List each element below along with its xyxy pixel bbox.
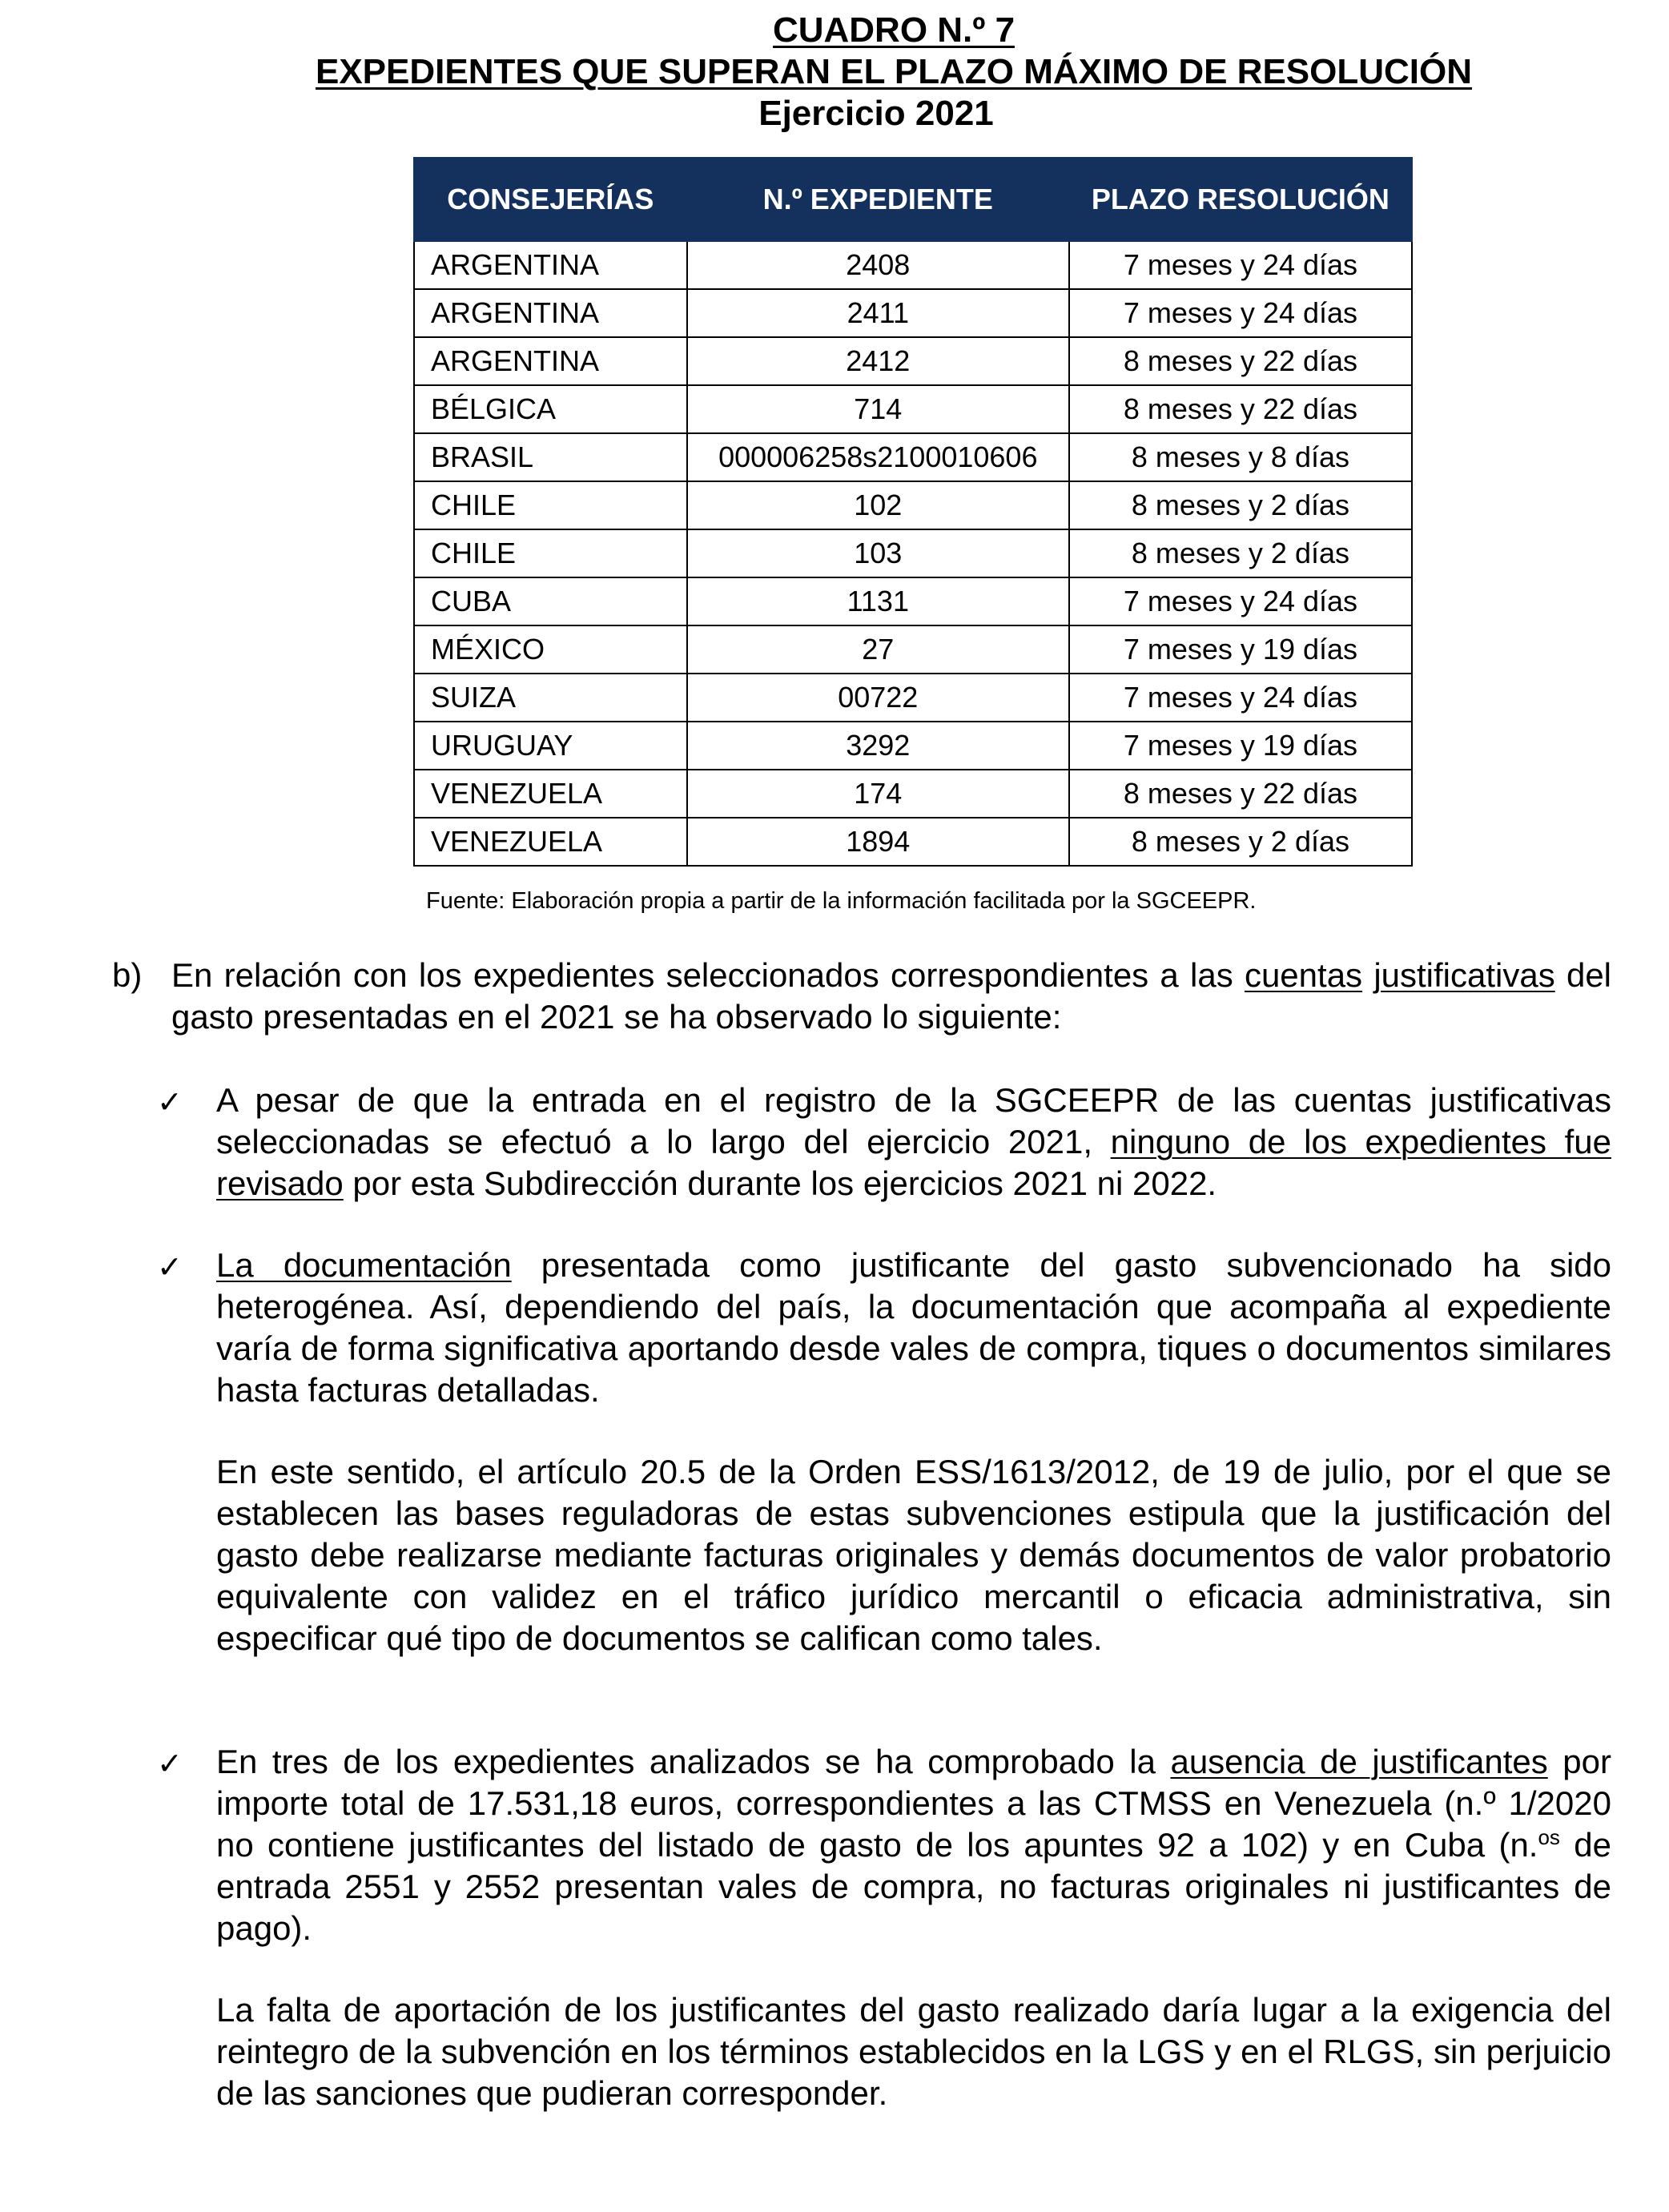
cell-plazo: 8 meses y 22 días [1069,770,1412,818]
table-row [414,770,1412,818]
cell-expediente: 103 [687,529,1069,577]
table-header-row [414,158,1412,241]
table-row [414,818,1412,866]
table-title: EXPEDIENTES QUE SUPERAN EL PLAZO MÁXIMO DE RESOLUCIÓN [315,52,1473,91]
section-b-intro: En relación con los expedientes seleccionados correspondientes a las cuentas justificativas del gasto presentadas en el 2021 se ha observado lo siguiente: [171,956,1612,1036]
table-row [414,529,1412,577]
table-row [414,481,1412,529]
bullet-3-text: En tres de los expedientes analizados se ha comprobado la ausencia de justificantes por importe total de 17.531,18 euros, correspondientes a las CTMSS en Venezuela (n.º 1/2020 no contiene justificantes del listado de gasto de los apuntes 92 a 102) y en Cuba (n.$^{os}$ de entrada 2551 y 2552 presentan vales de compra, no facturas originales ni justificantes de pago). [216,1743,1611,1947]
table-row [414,241,1412,289]
table-row [414,385,1412,433]
cell-plazo: 8 meses y 2 días [1069,529,1412,577]
table-row [414,625,1412,674]
header-consejerias: CONSEJERÍAS [414,158,687,241]
cell-expediente: 2408 [687,241,1069,289]
cell-expediente: 00722 [687,674,1069,722]
cell-plazo: 7 meses y 19 días [1069,722,1412,770]
cell-consejeria: URUGUAY [414,722,687,770]
cell-consejeria: BÉLGICA [414,385,687,433]
bullet-3-paragraph-2: La falta de aportación de los justificantes del gasto realizado daría lugar a la exigencia del reintegro de la subvención en los términos establecidos en la LGS y en el RLGS, sin perjuicio de las sanciones que pudieran corresponder. [216,1991,1611,2112]
table-source-note: Fuente: Elaboración propia a partir de la información facilitada por la SGCEEPR. [426,888,1257,914]
cell-plazo: 8 meses y 22 días [1069,337,1412,385]
cell-expediente: 174 [687,770,1069,818]
cell-expediente: 2412 [687,337,1069,385]
cell-plazo: 8 meses y 8 días [1069,433,1412,481]
table-row [414,289,1412,337]
cell-consejeria: BRASIL [414,433,687,481]
cell-expediente: 27 [687,625,1069,674]
cell-expediente: 1131 [687,577,1069,625]
cell-plazo: 7 meses y 24 días [1069,577,1412,625]
table-row [414,337,1412,385]
superscript-os: os [1538,1825,1560,1849]
cell-plazo: 7 meses y 24 días [1069,674,1412,722]
cell-consejeria: SUIZA [414,674,687,722]
bullet-1-text: A pesar de que la entrada en el registro de la SGCEEPR de las cuentas justificativas seleccionadas se efectuó a lo largo del ejercicio 2021, ninguno de los expedientes fue revisado por esta Subdirección durante los ejercicios 2021 ni 2022. [216,1081,1611,1202]
table-row [414,722,1412,770]
checkmark-icon: ✓ [157,1249,183,1285]
bullet-2-paragraph-2: En este sentido, el artículo 20.5 de la Orden ESS/1613/2012, de 19 de julio, por el que se establecen las bases reguladoras de estas subvenciones estipula que la justificación del gasto debe realizarse mediante facturas originales y demás documentos de valor probatorio equivalente con validez en el tráfico jurídico mercantil o eficacia administrativa, sin especificar qué tipo de documentos se califican como tales. [216,1453,1611,1657]
cell-consejeria: ARGENTINA [414,241,687,289]
cell-expediente: 1894 [687,818,1069,866]
cell-plazo: 7 meses y 24 días [1069,241,1412,289]
cell-expediente: 3292 [687,722,1069,770]
cell-consejeria: MÉXICO [414,625,687,674]
cell-consejeria: CHILE [414,529,687,577]
cuadro-label: CUADRO N.º 7 [772,10,1015,50]
cell-plazo: 8 meses y 2 días [1069,818,1412,866]
cell-consejeria: VENEZUELA [414,770,687,818]
cell-plazo: 7 meses y 19 días [1069,625,1412,674]
cell-expediente: 714 [687,385,1069,433]
table-row [414,674,1412,722]
table-row [414,577,1412,625]
cell-consejeria: ARGENTINA [414,337,687,385]
checkmark-icon: ✓ [157,1746,183,1781]
header-plazo: PLAZO RESOLUCIÓN [1069,158,1412,241]
cell-expediente: 102 [687,481,1069,529]
header-expediente: N.º EXPEDIENTE [687,158,1069,241]
bullet-2-text: La documentación presentada como justificante del gasto subvencionado ha sido heterogénea. Así, dependiendo del país, la documentación que acompaña al expediente varía de forma significativa aportando desde vales de compra, tiques o documentos similares hasta facturas detalladas. [216,1246,1611,1409]
expedientes-table [413,157,1413,867]
cell-plazo: 7 meses y 24 días [1069,289,1412,337]
cell-consejeria: VENEZUELA [414,818,687,866]
cell-plazo: 8 meses y 22 días [1069,385,1412,433]
section-b-marker: b) [112,956,143,994]
table-row [414,433,1412,481]
ejercicio-label: Ejercicio 2021 [758,94,994,133]
cell-plazo: 8 meses y 2 días [1069,481,1412,529]
cell-expediente: 2411 [687,289,1069,337]
checkmark-icon: ✓ [157,1084,183,1120]
cell-consejeria: ARGENTINA [414,289,687,337]
cell-expediente: 000006258s2100010606 [687,433,1069,481]
cell-consejeria: CUBA [414,577,687,625]
cell-consejeria: CHILE [414,481,687,529]
